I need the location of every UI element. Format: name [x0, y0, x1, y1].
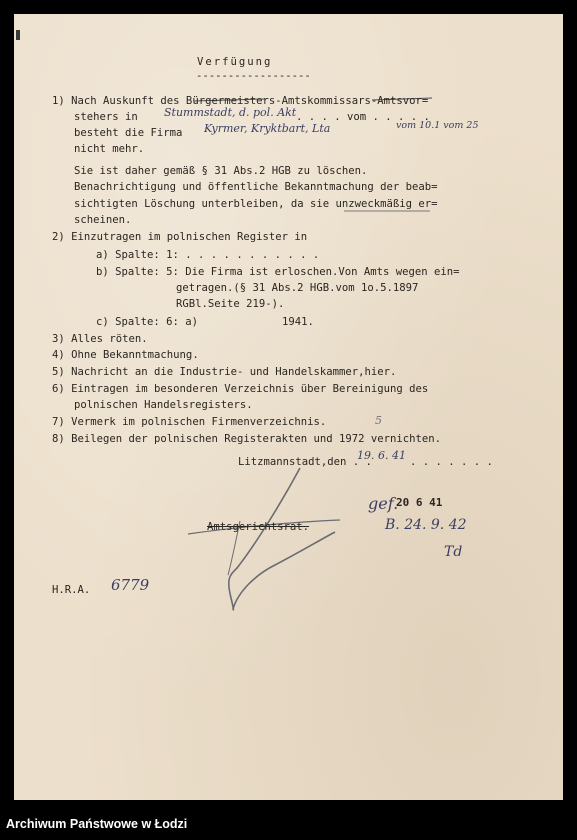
handwritten-firm: Kyrmer, Kryktbart, Lta [204, 122, 331, 135]
hra-label: H.R.A. [52, 584, 91, 596]
line-20: polnischen Handelsregisters. [74, 399, 253, 411]
line-21: 7) Vermerk im polnischen Firmenverzeichnis. [52, 416, 327, 428]
handwritten-mark-5: 5 [375, 414, 382, 427]
line-12: getragen.(§ 31 Abs.2 HGB.vom 1o.5.1897 [176, 282, 419, 294]
vom-field: . . . . vom . . . . . [296, 111, 430, 123]
line-18: 5) Nachricht an die Industrie- und Handelskammer,hier. [52, 366, 397, 378]
date-line: Litzmannstadt,den . . [238, 456, 372, 468]
title-rule: ------------------ [196, 70, 311, 82]
line-3: besteht die Firma [74, 127, 183, 139]
line-15: 1941. [282, 316, 314, 328]
handwritten-place: Stummstadt, d. pol. Akt [164, 106, 297, 119]
line-13: RGBl.Seite 219-). [176, 298, 285, 310]
pencil-check-stroke [229, 468, 335, 610]
line-17: 4) Ohne Bekanntmachung. [52, 349, 199, 361]
line-16: 3) Alles röten. [52, 333, 148, 345]
line-8: scheinen. [74, 214, 132, 226]
line-6: Benachrichtigung und öffentliche Bekanntmachung der beab= [74, 181, 438, 193]
line-1: 1) Nach Auskunft des Bürgermeisters-Amtskommissars-Amtsvor= [52, 95, 429, 107]
handwritten-date: 19. 6. 41 [357, 449, 406, 462]
line-4: nicht mehr. [74, 143, 145, 155]
line-2: stehers in [74, 111, 138, 123]
document-title: Verfügung [197, 56, 273, 68]
handwritten-note: B. 24. 9. 42 [385, 517, 467, 533]
handwritten-firm-date: vom 10.1 vom 25 [396, 120, 479, 131]
line-22: 8) Beilegen der polnischen Registerakten und 1972 vernichten. [52, 433, 442, 445]
handwritten-paraph: Td [444, 544, 463, 560]
handwritten-initials: gef. [368, 494, 399, 513]
line-10: a) Spalte: 1: . . . . . . . . . . . [96, 249, 320, 261]
line-9: 2) Einzutragen im polnischen Register in [52, 231, 308, 243]
line-11: b) Spalte: 5: Die Firma ist erloschen.Von Amts wegen ein= [96, 266, 460, 278]
line-14: c) Spalte: 6: a) [96, 316, 199, 328]
signature-title: Amtsgerichtsrat. [207, 521, 310, 533]
line-5: Sie ist daher gemäß § 31 Abs.2 HGB zu löschen. [74, 165, 368, 177]
date-line-dots: . . . . . . . [410, 456, 493, 468]
handwritten-hra-number: 6779 [111, 576, 150, 594]
punch-mark [16, 30, 20, 40]
archive-footer [0, 811, 577, 840]
stamp-date: 20 6 41 [396, 496, 443, 509]
archive-name: Archiwum Państwowe w Łodzi [6, 817, 188, 831]
line-7: sichtigten Löschung unterbleiben, da sie unzweckmäßig er= [74, 198, 438, 210]
line-19: 6) Eintragen im besonderen Verzeichnis über Bereinigung des [52, 383, 429, 395]
